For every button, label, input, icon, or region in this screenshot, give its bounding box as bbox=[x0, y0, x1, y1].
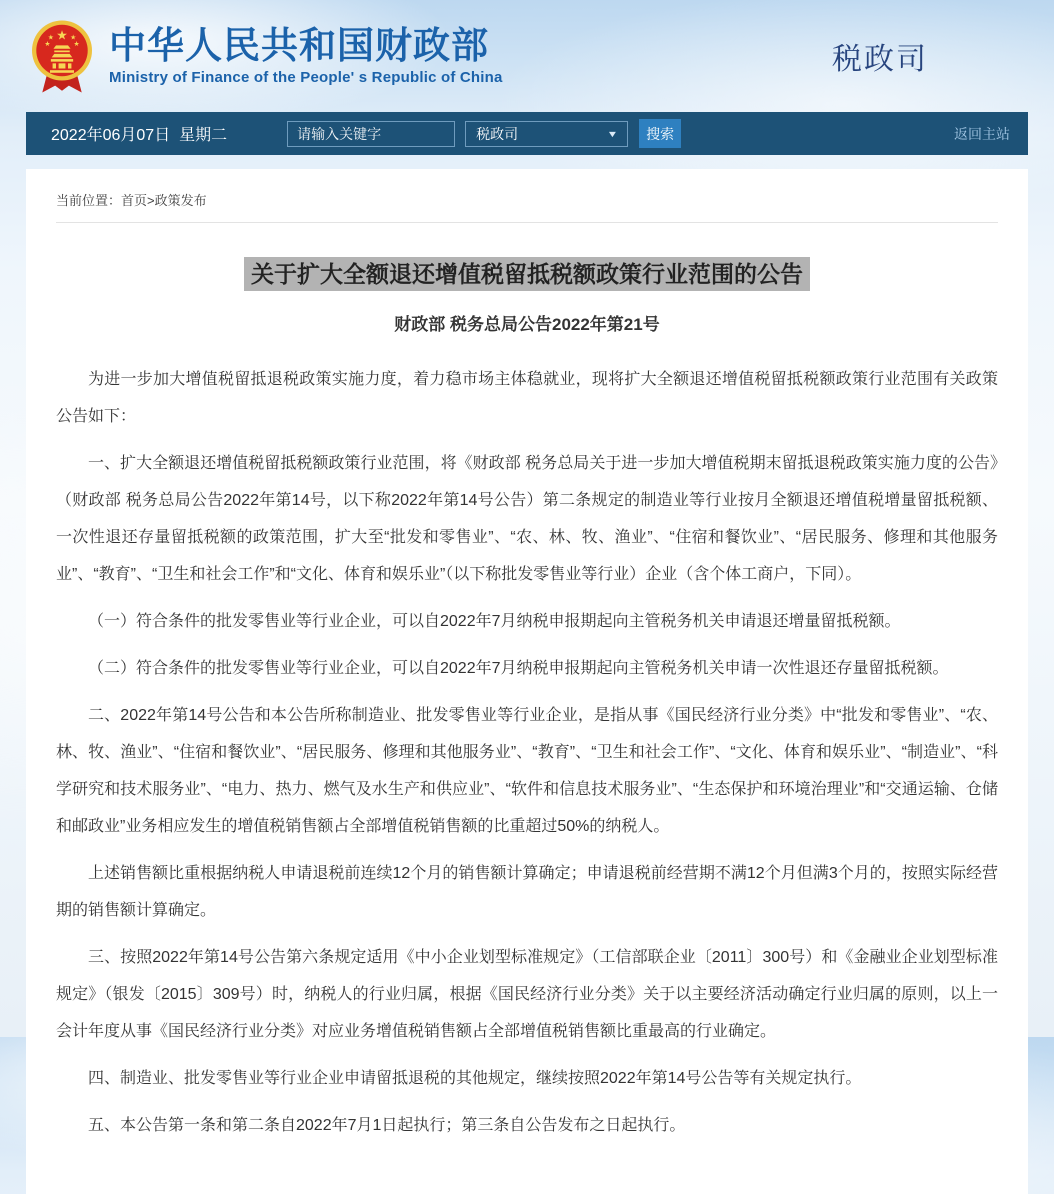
article-title-text: 关于扩大全额退还增值税留抵税额政策行业范围的公告 bbox=[244, 257, 810, 291]
content-panel bbox=[26, 169, 1028, 1194]
svg-text:★: ★ bbox=[70, 32, 77, 41]
svg-text:★: ★ bbox=[73, 39, 80, 48]
article-paragraph: 三、按照2022年第14号公告第六条规定适用《中小企业划型标准规定》（工信部联企业〔2011〕300号）和《金融业企业划型标准规定》（银发〔2015〕309号）时，纳税人的行业归属，根据《国民经济行业分类》关于以主要经济活动确定行业归属的原则，以上一会计年度从事《国民经济行业分类》对应业务增值税销售额占全部增值税销售额比重最高的行业确定。 bbox=[56, 949, 998, 1040]
search-scope-select[interactable] bbox=[465, 121, 628, 147]
article-paragraph: 四、制造业、批发零售业等行业企业申请留抵退税的其他规定，继续按照2022年第14号公告等有关规定执行。 bbox=[88, 1070, 862, 1087]
site-logo-link[interactable] bbox=[26, 16, 503, 97]
breadcrumb bbox=[56, 169, 998, 209]
svg-text:★: ★ bbox=[56, 27, 68, 43]
article-paragraph: 为进一步加大增值税留抵退税政策实施力度，着力稳市场主体稳就业，现将扩大全额退还增值税留抵税额政策行业范围有关政策公告如下： bbox=[56, 371, 998, 425]
article-paragraph: 五、本公告第一条和第二条自2022年7月1日起执行；第三条自公告发布之日起执行。 bbox=[88, 1117, 686, 1134]
article-body bbox=[56, 361, 998, 1144]
article-title bbox=[56, 256, 998, 289]
article-paragraph: 二、2022年第14号公告和本公告所称制造业、批发零售业等行业企业，是指从事《国民经济行业分类》中“批发和零售业”、“农、林、牧、渔业”、“住宿和餐饮业”、“居民服务、修理和其他服务业”、“教育”、“卫生和社会工作”、“文化、体育和娱乐业”、“制造业”、“科学研究和技术服务业”、“电力、热力、燃气及水生产和供应业”、“软件和信息技术服务业”、“生态保护和环境治理业”和“交通运输、仓储和邮政业”业务相应发生的增值税销售额占全部增值税销售额的比重超过50%的纳税人。 bbox=[56, 707, 998, 835]
svg-text:★: ★ bbox=[47, 32, 54, 41]
department-title: 税政司 bbox=[832, 43, 928, 76]
navbar bbox=[26, 112, 1028, 155]
svg-text:★: ★ bbox=[44, 39, 51, 48]
chevron-down-icon: ▼ bbox=[606, 128, 619, 139]
article-paragraph: 上述销售额比重根据纳税人申请退税前连续12个月的销售额计算确定；申请退税前经营期不满12个月但满3个月的，按照实际经营期的销售额计算确定。 bbox=[56, 865, 998, 919]
return-home-link[interactable]: 返回主站 bbox=[954, 125, 1010, 142]
article-paragraph: 一、扩大全额退还增值税留抵税额政策行业范围，将《财政部 税务总局关于进一步加大增值税期末留抵退税政策实施力度的公告》（财政部 税务总局公告2022年第14号，以下称2022年第14号公告）第二条规定的制造业等行业按月全额退还增值税增量留抵税额、一次性退还存量留抵税额的政策范围，扩大至“批发和零售业”、“农、林、牧、渔业”、“住宿和餐饮业”、“居民服务、修理和其他服务业”、“教育”、“卫生和社会工作”和“文化、体育和娱乐业”（以下称批发零售业等行业）企业（含个体工商户，下同）。 bbox=[56, 455, 998, 583]
brand-text bbox=[109, 26, 503, 87]
article-paragraph: （二）符合条件的批发零售业等行业企业，可以自2022年7月纳税申报期起向主管税务机关申请一次性退还存量留抵税额。 bbox=[88, 660, 949, 677]
site-title: 中华人民共和国财政部 bbox=[109, 24, 489, 66]
article-paragraph: （一）符合条件的批发零售业等行业企业，可以自2022年7月纳税申报期起向主管税务机关申请退还增量留抵税额。 bbox=[88, 613, 901, 630]
breadcrumb-separator: > bbox=[147, 193, 155, 208]
document-number: 财政部 税务总局公告2022年第21号 bbox=[394, 315, 660, 334]
search-input[interactable] bbox=[287, 121, 455, 147]
breadcrumb-divider bbox=[56, 222, 998, 223]
breadcrumb-label: 当前位置： bbox=[56, 193, 122, 208]
breadcrumb-home[interactable]: 首页 bbox=[121, 193, 148, 208]
site-title-english: Ministry of Finance of the People' s Republic of China bbox=[109, 69, 503, 87]
breadcrumb-policy[interactable]: 政策发布 bbox=[154, 193, 207, 208]
site-header bbox=[26, 0, 1028, 112]
page-container bbox=[26, 0, 1028, 1194]
national-emblem-icon bbox=[26, 16, 98, 97]
date-display: 2022年06月07日 星期二 bbox=[51, 127, 228, 144]
search-scope-value: 税政司 bbox=[476, 125, 519, 142]
search-button[interactable]: 搜索 bbox=[639, 119, 681, 148]
